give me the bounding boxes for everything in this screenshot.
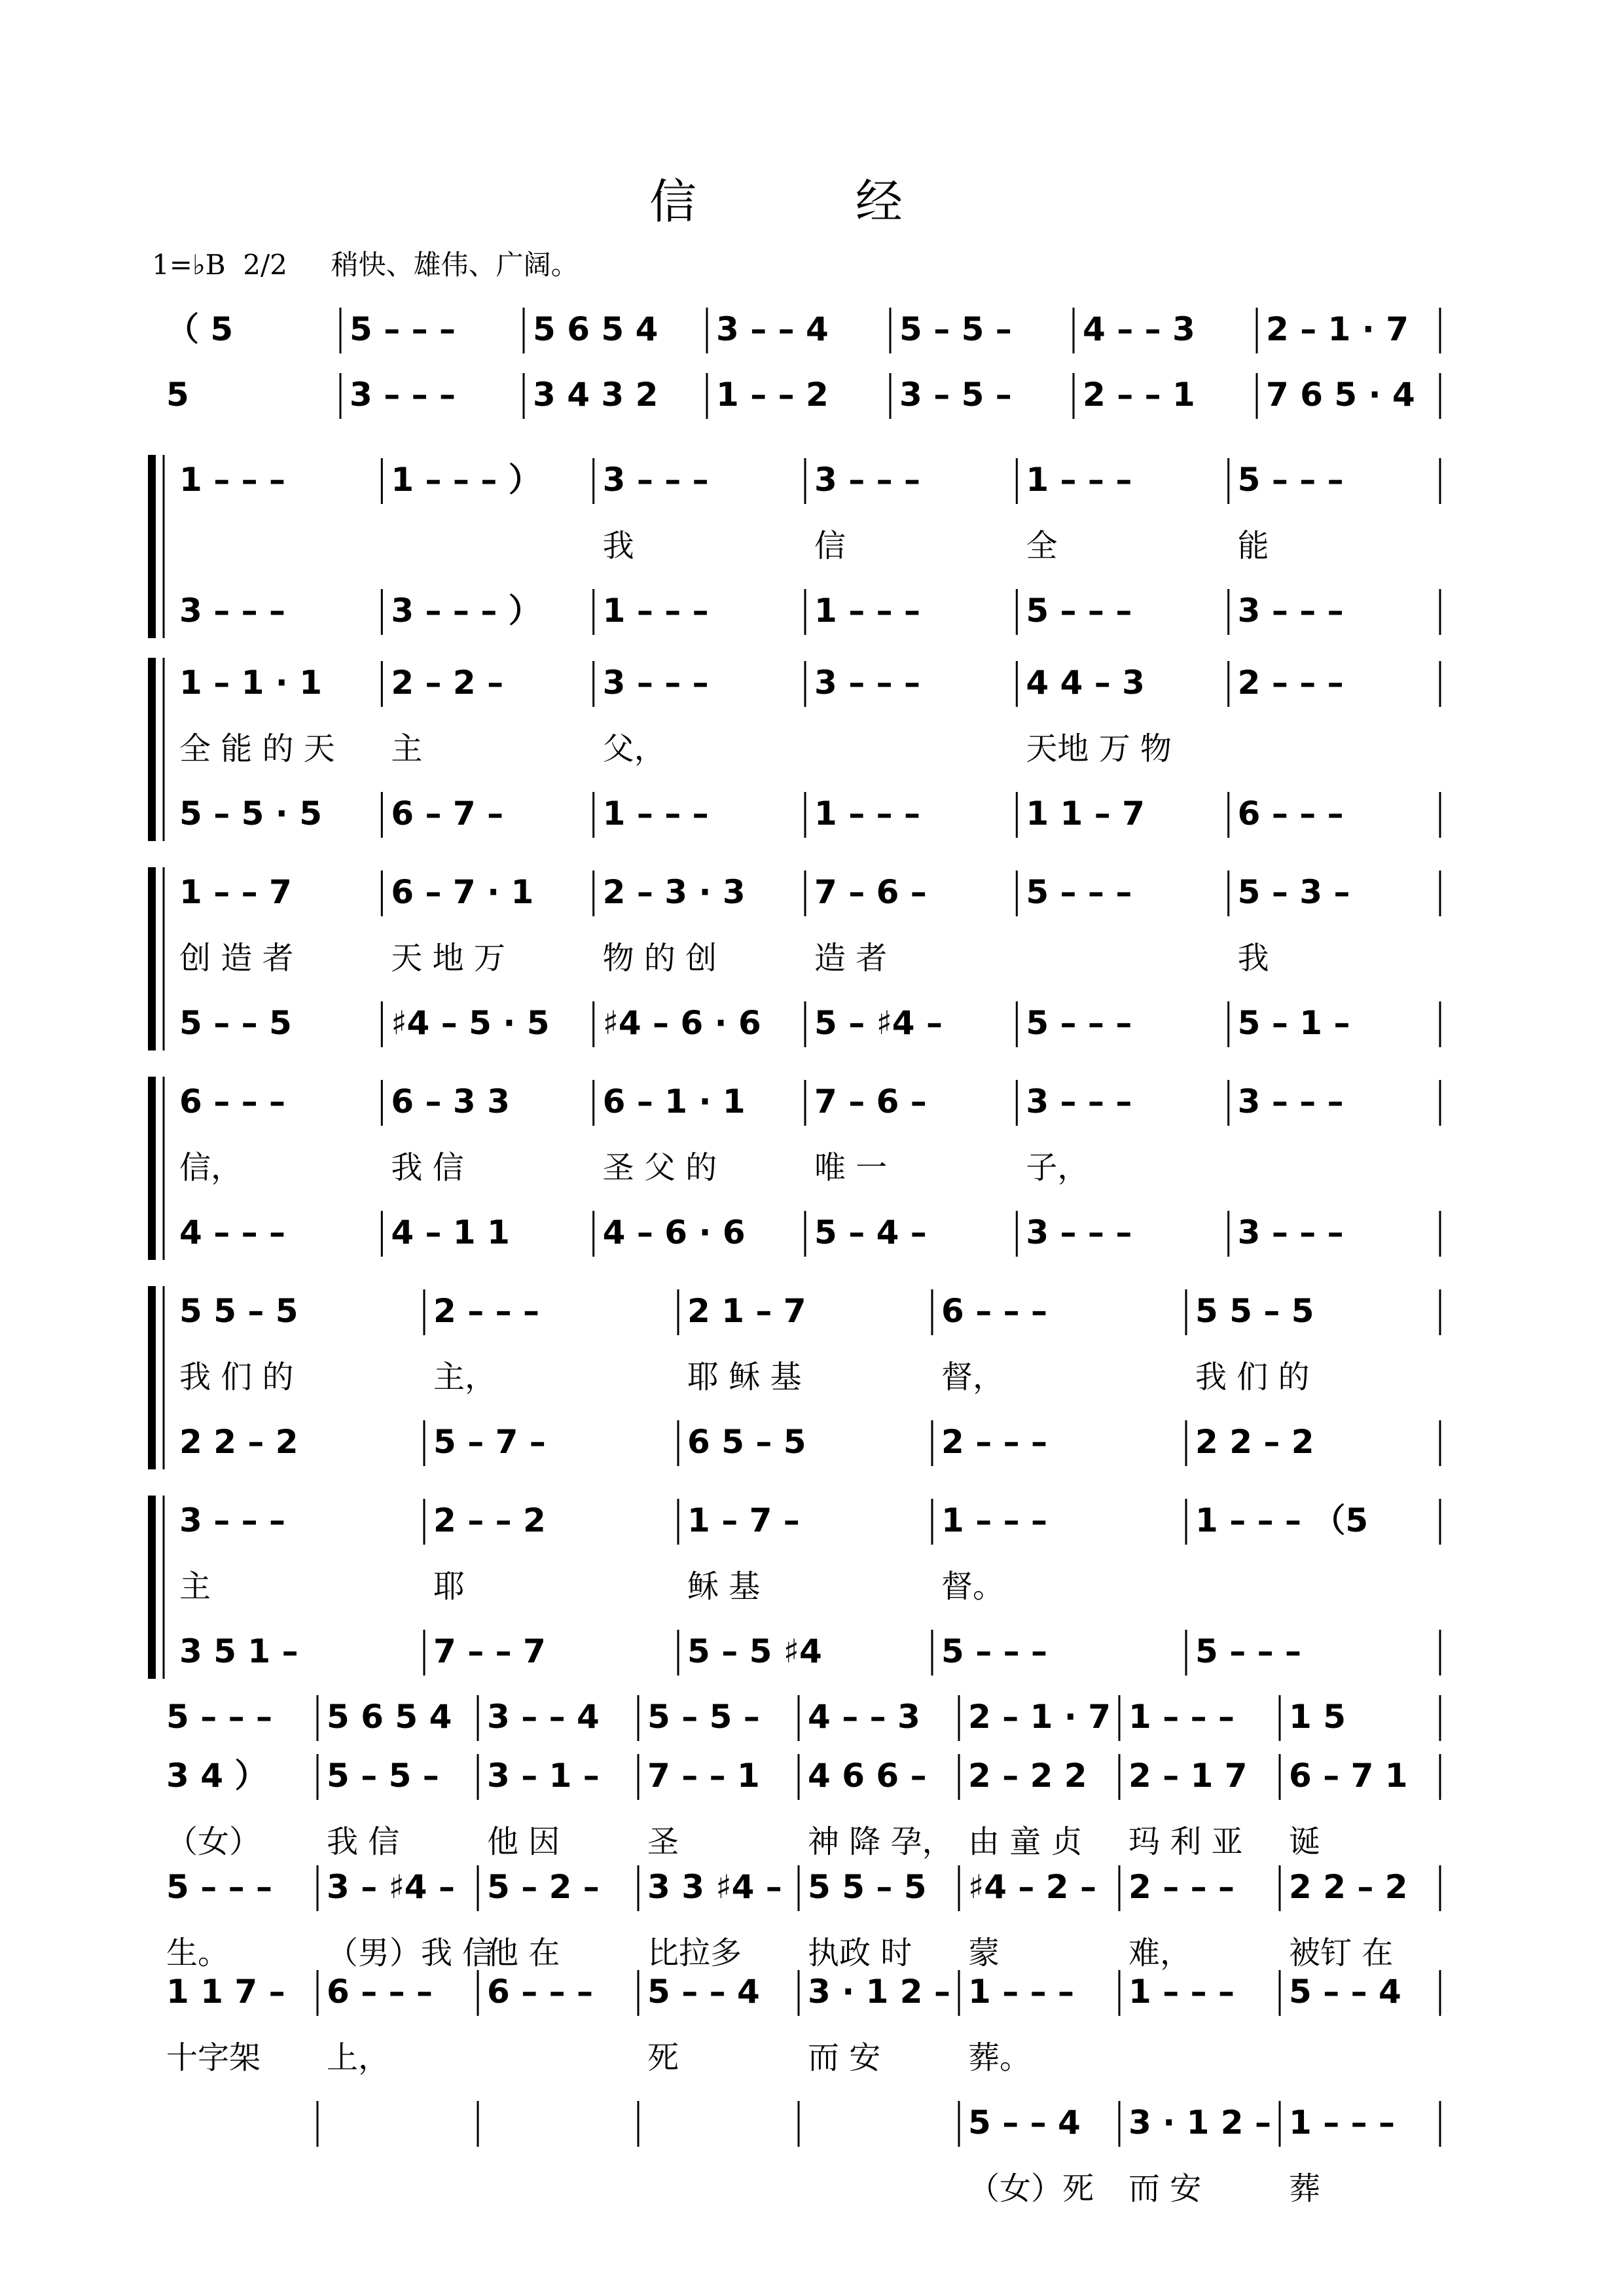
- lyric-text: 他 在: [487, 1935, 560, 1971]
- measure-notes: 2 – 2 2: [968, 1757, 1087, 1795]
- measure-notes: 5 5 – 5: [808, 1868, 927, 1906]
- measure-notes: 5 – 4 –: [814, 1213, 927, 1251]
- measure-notes: 3 – – –: [602, 664, 709, 702]
- lyric-text: 全: [1026, 528, 1058, 564]
- lyric-text: （女）: [166, 1823, 261, 1860]
- measure-notes: 2 – – 1: [1083, 376, 1195, 414]
- lyric-text: 主，: [433, 1359, 497, 1395]
- measure-notes: 3 – – –: [602, 461, 709, 499]
- measure-notes: 3 5 1 –: [179, 1632, 298, 1670]
- measure-notes: 2 – 3 · 3: [602, 873, 746, 911]
- measure-notes: 3 – – –: [1026, 1213, 1132, 1251]
- measure-notes: 5 – 5 –: [647, 1698, 760, 1736]
- lyric-text: 造 者: [814, 940, 888, 977]
- measure-notes: 3 – – –: [1237, 1083, 1344, 1121]
- lyric-text: 死: [647, 2039, 679, 2076]
- measure-notes: 4 – – 3: [808, 1698, 920, 1736]
- measure-notes: 1 – – –: [1128, 1973, 1235, 2011]
- measure-notes: 3 4 3 2: [533, 376, 659, 414]
- lyric-text: 信: [814, 528, 846, 564]
- measure-notes: 7 – 6 –: [814, 873, 927, 911]
- measure-notes: 5 – 2 –: [487, 1868, 600, 1906]
- measure-notes: 1 – – –: [941, 1501, 1048, 1539]
- measure-notes: 1 – – – ）: [391, 461, 541, 499]
- measure-notes: 1 – – –: [602, 592, 709, 630]
- lyric-text: 父，: [602, 730, 666, 767]
- measure-notes: 3 – – –: [1237, 592, 1344, 630]
- lyric-text: 我 们 的: [179, 1359, 294, 1395]
- lyric-text: 稣 基: [687, 1568, 761, 1605]
- lyric-text: 能: [1237, 528, 1269, 564]
- measure-notes: 2 – 1 7: [1128, 1757, 1248, 1795]
- lyric-text: 葬。: [968, 2039, 1032, 2076]
- measure-notes: 2 – – –: [1128, 1868, 1235, 1906]
- measure-notes: 2 2 – 2: [1289, 1868, 1408, 1906]
- measure-notes: 3 – 5 –: [899, 376, 1012, 414]
- lyric-text: 圣: [647, 1823, 679, 1860]
- measure-notes: 1 – – –: [1026, 461, 1132, 499]
- lyric-text: 他 因: [487, 1823, 560, 1860]
- measure-notes: 2 – 2 –: [391, 664, 504, 702]
- lyric-text: 耶: [433, 1568, 465, 1605]
- measure-notes: 3 – 1 –: [487, 1757, 600, 1795]
- lyric-text: 天地 万 物: [1026, 730, 1172, 767]
- measure-notes: ♯4 – 5 · 5: [391, 1004, 550, 1042]
- lyric-text: 我: [602, 528, 634, 564]
- measure-notes: 6 – – –: [1237, 795, 1344, 833]
- measure-notes: 6 – 7 1: [1289, 1757, 1408, 1795]
- measure-notes: 7 – – 1: [647, 1757, 760, 1795]
- measure-notes: 5 – – –: [166, 1868, 273, 1906]
- measure-notes: 1 – – – （5: [1195, 1501, 1369, 1539]
- lyric-text: 天 地 万: [391, 940, 505, 977]
- measure-notes: 5 – 5 · 5: [179, 795, 322, 833]
- measure-notes: 1 – – –: [814, 592, 921, 630]
- measure-notes: 1 – – 2: [716, 376, 829, 414]
- measure-notes: 7 6 5 · 4: [1266, 376, 1415, 414]
- lyric-text: 物 的 创: [602, 940, 717, 977]
- lyric-text: 督，: [941, 1359, 1005, 1395]
- lyric-text: 生。: [166, 1935, 230, 1971]
- lyric-text: 主: [179, 1568, 211, 1605]
- measure-notes: 5 – 3 –: [1237, 873, 1350, 911]
- measure-notes: 3 – – –: [179, 592, 286, 630]
- measure-notes: 4 4 – 3: [1026, 664, 1145, 702]
- measure-notes: 3 – – –: [814, 664, 921, 702]
- measure-notes: 2 – – –: [941, 1423, 1048, 1461]
- lyric-text: 比拉多: [647, 1935, 742, 1971]
- measure-notes: 1 – 1 · 1: [179, 664, 322, 702]
- measure-notes: 3 – – –: [1237, 1213, 1344, 1251]
- measure-notes: 6 – 1 · 1: [602, 1083, 746, 1121]
- measure-notes: 3 – – –: [1026, 1083, 1132, 1121]
- lyric-text: 唯 一: [814, 1149, 888, 1186]
- lyric-text: 执政 时: [808, 1935, 912, 1971]
- lyric-text: 我 们 的: [1195, 1359, 1310, 1395]
- measure-notes: 3 – – –: [350, 376, 456, 414]
- key-signature: 1=♭B 2/2: [152, 249, 287, 281]
- measure-notes: 1 1 – 7: [1026, 795, 1145, 833]
- measure-notes: 4 – – 3: [1083, 310, 1195, 348]
- measure-notes: 2 1 – 7: [687, 1292, 806, 1330]
- measure-notes: 5 6 5 4: [533, 310, 659, 348]
- measure-notes: 6 – 7 · 1: [391, 873, 534, 911]
- measure-notes: 1 5: [1289, 1698, 1346, 1736]
- measure-notes: 2 – 1 · 7: [968, 1698, 1111, 1736]
- measure-notes: 2 – – –: [433, 1292, 540, 1330]
- measure-notes: 5 – 5 –: [899, 310, 1012, 348]
- measure-notes: 3 – – 4: [487, 1698, 600, 1736]
- measure-notes: 5 – – –: [1026, 592, 1132, 630]
- measure-notes: 6 – – –: [941, 1292, 1048, 1330]
- measure-notes: 3 – – –: [814, 461, 921, 499]
- lyric-text: 我 信: [391, 1149, 464, 1186]
- page-title: 信 经: [649, 174, 975, 229]
- measure-notes: 5 – – –: [941, 1632, 1048, 1670]
- lyric-text: 神 降 孕，: [808, 1823, 954, 1860]
- measure-notes: 2 2 – 2: [1195, 1423, 1314, 1461]
- lyric-text: 十字架: [166, 2039, 261, 2076]
- lyric-text: 全 能 的 天: [179, 730, 335, 767]
- lyric-text: 创 造 者: [179, 940, 294, 977]
- lyric-text: 玛 利 亚: [1128, 1823, 1243, 1860]
- measure-notes: 3 4 ）: [166, 1757, 268, 1795]
- measure-notes: 5 – 7 –: [433, 1423, 546, 1461]
- lyric-text: 信，: [179, 1149, 243, 1186]
- measure-notes: 6 – – –: [487, 1973, 594, 2011]
- lyric-text: 被钉 在: [1289, 1935, 1394, 1971]
- measure-notes: 5 – – 5: [179, 1004, 292, 1042]
- measure-notes: 5 – 1 –: [1237, 1004, 1350, 1042]
- measure-notes: 1 – – –: [968, 1973, 1075, 2011]
- measure-notes: 5 – 5 ♯4: [687, 1632, 822, 1670]
- measure-notes: 5 – ♯4 –: [814, 1004, 943, 1042]
- lyric-text: 我: [1237, 940, 1269, 977]
- measure-notes: 5 – – 4: [968, 2104, 1081, 2142]
- lyric-text: 上，: [327, 2039, 390, 2076]
- measure-notes: ♯4 – 6 · 6: [602, 1004, 761, 1042]
- measure-notes: 1 – – –: [1289, 2104, 1396, 2142]
- lyric-text: 我 信: [327, 1823, 400, 1860]
- lyric-text: 葬: [1289, 2170, 1321, 2207]
- measure-notes: 5 – – –: [1237, 461, 1344, 499]
- measure-notes: 5 – 5 –: [327, 1757, 439, 1795]
- lyric-text: 主: [391, 730, 423, 767]
- measure-notes: 5 5 – 5: [1195, 1292, 1314, 1330]
- measure-notes: 1 – – –: [1128, 1698, 1235, 1736]
- lyric-text: 而 安: [1128, 2170, 1202, 2207]
- measure-notes: 2 – 1 · 7: [1266, 310, 1409, 348]
- lyric-text: 难，: [1128, 1935, 1192, 1971]
- measure-notes: 3 – – – ）: [391, 592, 541, 630]
- measure-notes: 4 – 6 · 6: [602, 1213, 746, 1251]
- measure-notes: 1 – 7 –: [687, 1501, 800, 1539]
- tempo-marking: 稍快、雄伟、广阔。: [331, 249, 579, 281]
- measure-notes: 1 – – –: [602, 795, 709, 833]
- lyric-text: （男）我 信: [327, 1935, 494, 1971]
- measure-notes: 5 – – –: [350, 310, 456, 348]
- measure-notes: 3 – ♯4 –: [327, 1868, 455, 1906]
- measure-notes: 5 – – 4: [1289, 1973, 1401, 2011]
- measure-notes: 5: [166, 376, 189, 414]
- measure-notes: 5 5 – 5: [179, 1292, 298, 1330]
- measure-notes: 1 – – –: [179, 461, 286, 499]
- lyric-text: 蒙: [968, 1935, 1000, 1971]
- measure-notes: 1 1 7 –: [166, 1973, 285, 2011]
- measure-notes: 1 – – –: [814, 795, 921, 833]
- measure-notes: 4 – 1 1: [391, 1213, 510, 1251]
- lyric-text: （女）死: [968, 2170, 1094, 2207]
- lyric-text: 督。: [941, 1568, 1005, 1605]
- measure-notes: 3 · 1 2 –: [808, 1973, 950, 2011]
- measure-notes: 7 – – 7: [433, 1632, 546, 1670]
- lyric-text: 耶 稣 基: [687, 1359, 802, 1395]
- lyric-text: 诞: [1289, 1823, 1321, 1860]
- measure-notes: ♯4 – 2 –: [968, 1868, 1096, 1906]
- measure-notes: 4 – – –: [179, 1213, 286, 1251]
- measure-notes: 3 – – 4: [716, 310, 829, 348]
- measure-notes: 6 – 7 –: [391, 795, 504, 833]
- measure-notes: 4 6 6 –: [808, 1757, 927, 1795]
- lyric-text: 子，: [1026, 1149, 1089, 1186]
- measure-notes: （ 5: [166, 310, 234, 348]
- measure-notes: 2 – – 2: [433, 1501, 546, 1539]
- measure-notes: 2 2 – 2: [179, 1423, 298, 1461]
- measure-notes: 3 3 ♯4 –: [647, 1868, 782, 1906]
- lyric-text: 由 童 贞: [968, 1823, 1083, 1860]
- measure-notes: 3 – – –: [179, 1501, 286, 1539]
- measure-notes: 5 – – –: [1195, 1632, 1302, 1670]
- measure-notes: 6 – 3 3: [391, 1083, 510, 1121]
- measure-notes: 5 – – 4: [647, 1973, 760, 2011]
- measure-notes: 2 – – –: [1237, 664, 1344, 702]
- measure-notes: 6 – – –: [179, 1083, 286, 1121]
- measure-notes: 5 – – –: [1026, 873, 1132, 911]
- measure-notes: 5 – – –: [166, 1698, 273, 1736]
- measure-notes: 1 – – 7: [179, 873, 292, 911]
- measure-notes: 5 6 5 4: [327, 1698, 452, 1736]
- measure-notes: 7 – 6 –: [814, 1083, 927, 1121]
- measure-notes: 6 5 – 5: [687, 1423, 806, 1461]
- measure-notes: 6 – – –: [327, 1973, 433, 2011]
- lyric-text: 而 安: [808, 2039, 881, 2076]
- lyric-text: 圣 父 的: [602, 1149, 717, 1186]
- measure-notes: 3 · 1 2 –: [1128, 2104, 1271, 2142]
- measure-notes: 5 – – –: [1026, 1004, 1132, 1042]
